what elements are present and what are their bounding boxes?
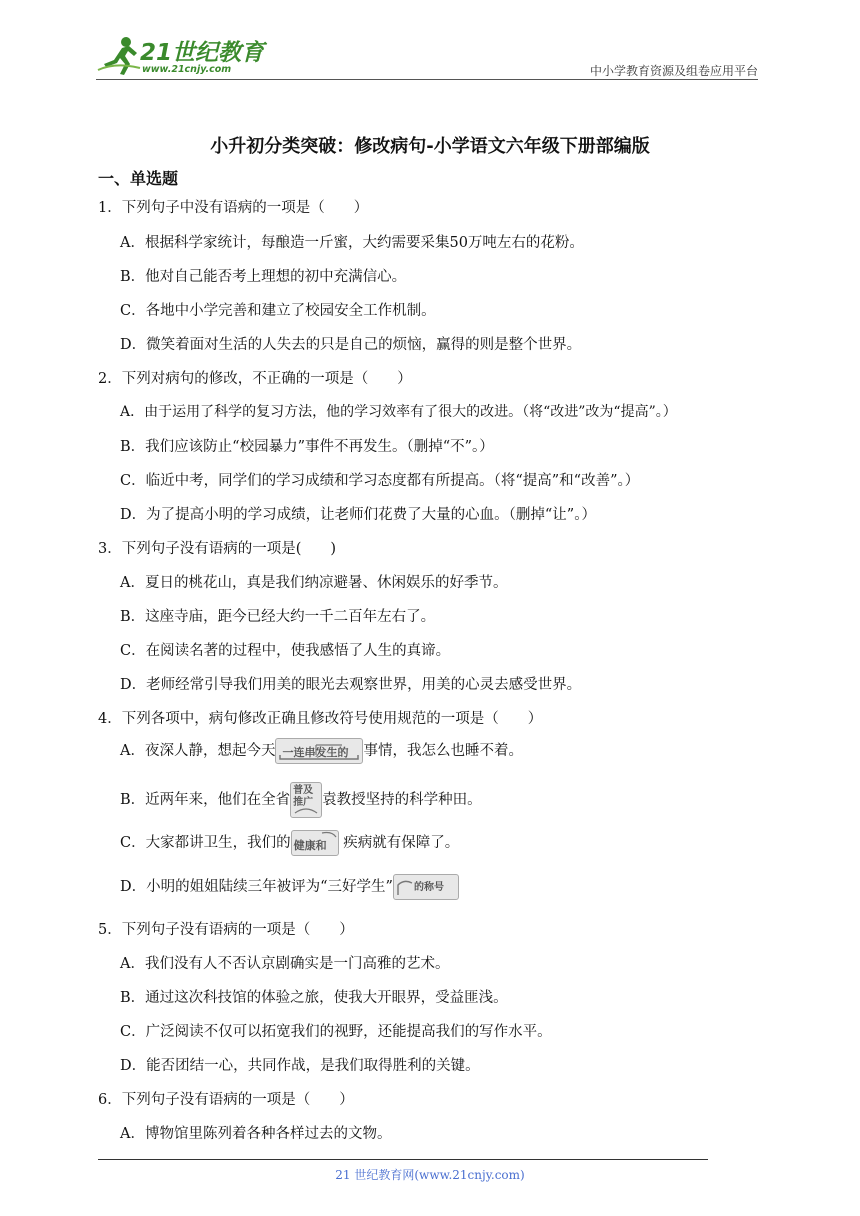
mark-text: 普及推广 bbox=[293, 785, 314, 808]
option-text-after: 疾病就有保障了。 bbox=[343, 835, 460, 851]
option-text-after: 袁教授坚持的科学种田。 bbox=[322, 792, 482, 808]
correction-mark-image bbox=[290, 782, 322, 818]
question-5-option-d: D．能否团结一心，共同作战，是我们取得胜利的关键。 bbox=[120, 1058, 480, 1074]
question-3-option-a: A．夏日的桃花山，真是我们纳凉避暑、休闲娱乐的好季节。 bbox=[120, 575, 508, 591]
question-5-option-a: A．我们没有人不否认京剧确实是一门高雅的艺术。 bbox=[120, 956, 450, 972]
question-2-stem: 2．下列对病句的修改，不正确的一项是（ ） bbox=[98, 371, 412, 387]
question-4-option-d bbox=[120, 874, 459, 900]
question-4-option-b bbox=[120, 782, 482, 818]
question-1-stem: 1．下列句子中没有语病的一项是（ ） bbox=[98, 200, 369, 216]
option-text-before: C．大家都讲卫生，我们的 bbox=[120, 835, 291, 851]
question-2-option-d: D．为了提高小明的学习成绩，让老师们花费了大量的心血。（删掉“让”。） bbox=[120, 507, 596, 523]
option-text-before: D．小明的姐姐陆续三年被评为“三好学生” bbox=[120, 879, 393, 895]
correction-mark-image bbox=[291, 830, 339, 856]
question-5-option-b: B．通过这次科技馆的体验之旅，使我大开眼界，受益匪浅。 bbox=[120, 990, 508, 1006]
runner-logo-icon bbox=[96, 34, 142, 78]
correction-mark-image bbox=[393, 874, 459, 900]
question-5-stem: 5．下列句子没有语病的一项是（ ） bbox=[98, 922, 354, 938]
correction-mark-image bbox=[275, 738, 363, 764]
header-platform-text: 中小学教育资源及组卷应用平台 bbox=[589, 64, 758, 78]
question-4-option-c bbox=[120, 830, 459, 856]
question-6-option-a: A．博物馆里陈列着各种各样过去的文物。 bbox=[120, 1126, 392, 1142]
option-text-before: B．近两年来，他们在全省 bbox=[120, 792, 291, 808]
question-1-option-a: A．根据科学家统计，每酿造一斤蜜，大约需要采集50万吨左右的花粉。 bbox=[120, 235, 584, 251]
question-2-option-b: B．我们应该防止“校园暴力”事件不再发生。（删掉“不”。） bbox=[120, 439, 494, 455]
mark-text: 健康和 bbox=[293, 839, 327, 852]
logo-url: www.21cnjy.com bbox=[142, 64, 232, 75]
question-6-stem: 6．下列句子没有语病的一项是（ ） bbox=[98, 1092, 354, 1108]
mark-text: 的称号 bbox=[413, 882, 444, 893]
question-3-option-d: D．老师经常引导我们用美的眼光去观察世界，用美的心灵去感受世界。 bbox=[120, 677, 582, 693]
question-5-option-c: C．广泛阅读不仅可以拓宽我们的视野，还能提高我们的写作水平。 bbox=[120, 1024, 552, 1040]
site-logo bbox=[96, 34, 266, 78]
footer-text: 21 世纪教育网(www.21cnjy.com) bbox=[335, 1168, 525, 1182]
mark-text: 一连串发生的 bbox=[282, 746, 349, 759]
question-2-option-a: A．由于运用了科学的复习方法，他的学习效率有了很大的改进。（将“改进”改为“提高”。） bbox=[120, 404, 677, 420]
question-1-option-b: B．他对自己能否考上理想的初中充满信心。 bbox=[120, 269, 407, 285]
question-2-option-c: C．临近中考，同学们的学习成绩和学习态度都有所提高。（将“提高”和“改善”。） bbox=[120, 473, 640, 489]
question-1-option-d: D．微笑着面对生活的人失去的只是自己的烦恼，赢得的则是整个世界。 bbox=[120, 337, 582, 353]
section-heading: 一、单选题 bbox=[98, 169, 179, 188]
question-4-stem: 4．下列各项中，病句修改正确且修改符号使用规范的一项是（ ） bbox=[98, 711, 543, 727]
option-text-before: A．夜深人静，想起今天 bbox=[120, 743, 276, 759]
option-text-after: 事情，我怎么也睡不着。 bbox=[363, 743, 523, 759]
question-1-option-c: C．各地中小学完善和建立了校园安全工作机制。 bbox=[120, 303, 436, 319]
question-3-option-b: B．这座寺庙，距今已经大约一千二百年左右了。 bbox=[120, 609, 436, 625]
document-title: 小升初分类突破：修改病句-小学语文六年级下册部编版 bbox=[210, 136, 650, 157]
header-divider bbox=[96, 79, 758, 80]
question-4-option-a bbox=[120, 738, 523, 764]
footer-divider bbox=[98, 1159, 708, 1160]
question-3-option-c: C．在阅读名著的过程中，使我感悟了人生的真谛。 bbox=[120, 643, 451, 659]
page-header bbox=[96, 30, 758, 80]
logo-text: 21世纪教育 bbox=[140, 40, 265, 66]
question-3-stem: 3．下列句子没有语病的一项是( ) bbox=[98, 541, 337, 557]
